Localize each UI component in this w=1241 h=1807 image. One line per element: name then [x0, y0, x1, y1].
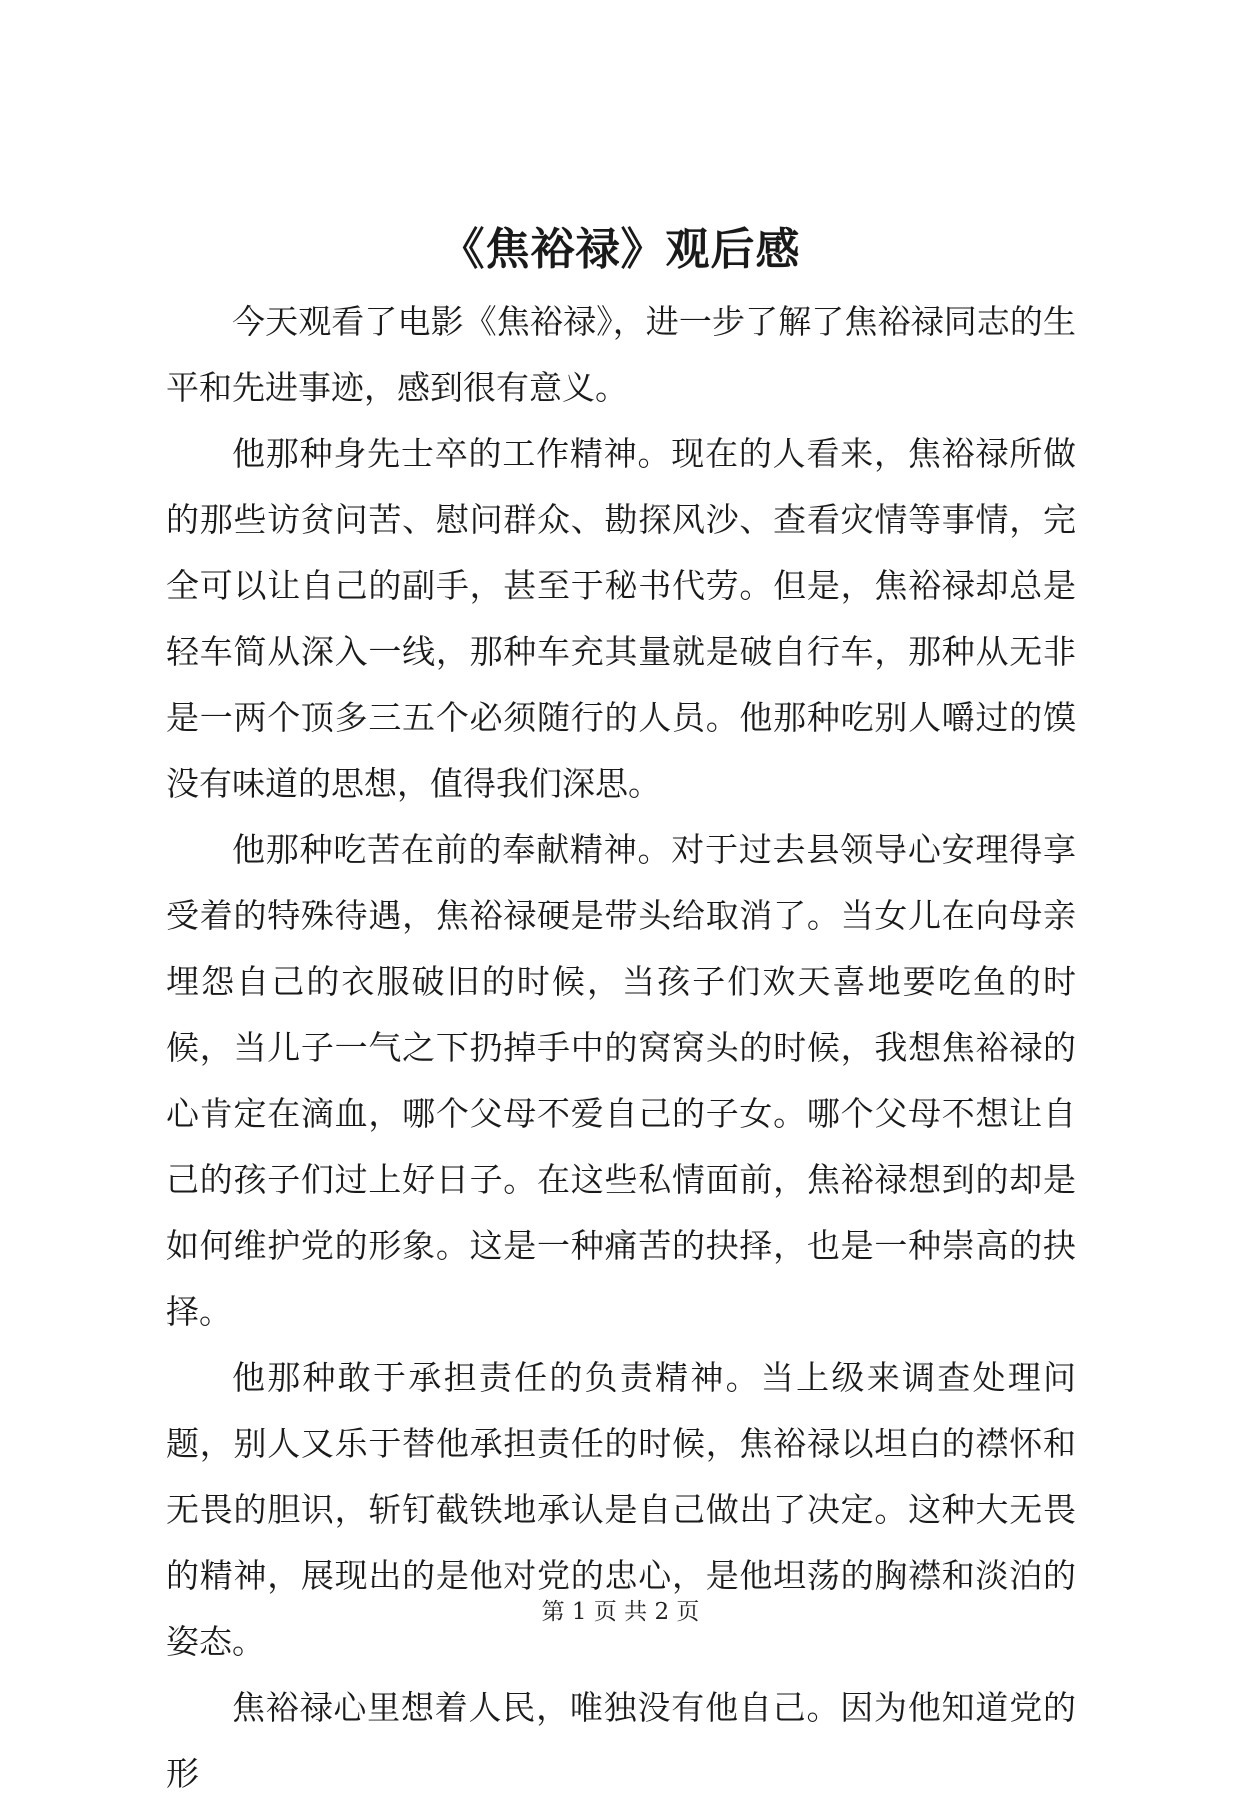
- paragraph-3: 他那种吃苦在前的奉献精神。对于过去县领导心安理得享受着的特殊待遇，焦裕禄硬是带头给取消了。当女儿在向母亲埋怨自己的衣服破旧的时候，当孩子们欢天喜地要吃鱼的时候，当儿子一气之下扔掉手中的窝窝头的时候，我想焦裕禄的心肯定在滴血，哪个父母不爱自己的子女。哪个父母不想让自己的孩子们过上好日子。在这些私情面前，焦裕禄想到的却是如何维护党的形象。这是一种痛苦的抉择，也是一种崇高的抉择。: [166, 830, 1076, 1331]
- document-title: 《焦裕禄》观后感: [440, 224, 801, 275]
- paragraph-4: 他那种敢于承担责任的负责精神。当上级来调查处理问题，别人又乐于替他承担责任的时候，焦裕禄以坦白的襟怀和无畏的胆识，斩钉截铁地承认是自己做出了决定。这种大无畏的精神，展现出的是他对党的忠心，是他坦荡的胸襟和淡泊的姿态。: [166, 1358, 1076, 1661]
- paragraph-1: 今天观看了电影《焦裕禄》，进一步了解了焦裕禄同志的生平和先进事迹，感到很有意义。: [166, 302, 1076, 407]
- page-number-footer: 第 1 页 共 2 页: [541, 1599, 700, 1625]
- paragraph-2: 他那种身先士卒的工作精神。现在的人看来，焦裕禄所做的那些访贫问苦、慰问群众、勘探风沙、查看灾情等事情，完全可以让自己的副手，甚至于秘书代劳。但是，焦裕禄却总是轻车简从深入一线，那种车充其量就是破自行车，那种从无非是一两个顶多三五个必须随行的人员。他那种吃别人嚼过的馍没有味道的思想，值得我们深思。: [166, 434, 1076, 803]
- document-body: [166, 289, 1076, 1807]
- paragraph-5: 焦裕禄心里想着人民，唯独没有他自己。因为他知道党的形: [166, 1688, 1076, 1793]
